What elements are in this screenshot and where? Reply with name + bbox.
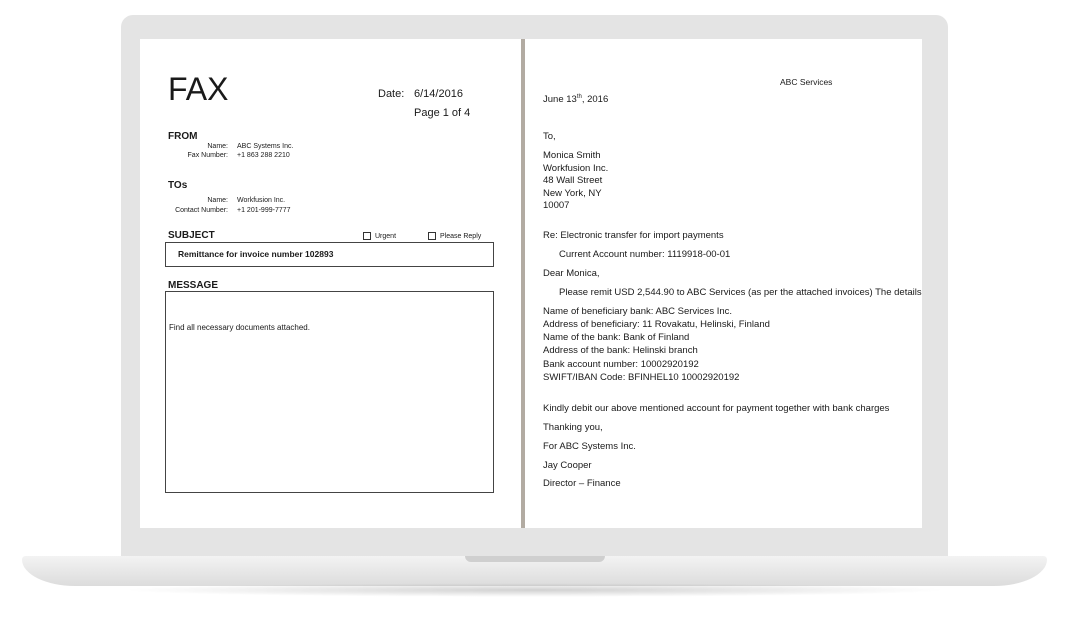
letter-date-suffix: th: [576, 94, 582, 100]
laptop-screen: [140, 39, 922, 528]
date-value: 6/14/2016: [414, 88, 463, 100]
from-name-label: Name:: [207, 143, 228, 150]
page-divider: [521, 39, 525, 528]
letter-thanks: Thanking you,: [543, 422, 603, 433]
letter-signer: Jay Cooper: [543, 460, 592, 471]
address-line: Workfusion Inc.: [543, 162, 609, 174]
address-line: New York, NY: [543, 187, 602, 199]
letter-signer-title: Director – Finance: [543, 478, 621, 489]
detail-line: Address of the bank: Helinski branch: [543, 345, 698, 356]
from-heading: FROM: [168, 131, 198, 142]
to-name: Workfusion Inc.: [237, 197, 286, 204]
letter-request: Please remit USD 2,544.90 to ABC Services (as per the attached invoices) The details: [559, 287, 922, 298]
detail-line: Address of beneficiary: 11 Rovakatu, Helinski, Finland: [543, 319, 770, 330]
subject-text: Remittance for invoice number 102893: [178, 249, 334, 259]
subject-heading: SUBJECT: [168, 230, 215, 241]
address-line: 48 Wall Street: [543, 175, 603, 186]
letter-date-day: June 13: [543, 94, 577, 106]
please-reply-label: Please Reply: [440, 232, 482, 240]
letter-debit: Kindly debit our above mentioned account for payment together with bank charges: [543, 403, 890, 414]
letter-date-year: , 2016: [581, 94, 609, 106]
letter-for: For ABC Systems Inc.: [543, 441, 636, 452]
detail-line: Bank account number: 10002920192: [543, 359, 699, 370]
laptop-notch: [465, 556, 605, 562]
date-label: Date:: [378, 88, 405, 100]
letter-account: Current Account number: 1119918-00-01: [559, 249, 731, 260]
fax-title: FAX: [168, 71, 229, 107]
to-name-label: Name:: [207, 197, 228, 204]
detail-line: Name of the bank: Bank of Finland: [543, 332, 690, 343]
laptop-shadow: [120, 583, 950, 597]
subject-box: [165, 242, 494, 267]
from-fax: +1 863 288 2210: [237, 152, 290, 159]
to-contact-label: Contact Number:: [175, 207, 228, 214]
please-reply-checkbox[interactable]: [428, 232, 436, 240]
to-heading: TOs: [168, 180, 188, 191]
message-text: Find all necessary documents attached.: [169, 323, 310, 332]
urgent-checkbox[interactable]: [363, 232, 371, 240]
letter-date: [543, 94, 608, 105]
detail-line: Name of beneficiary bank: ABC Services Inc.: [543, 306, 733, 317]
letter-re: Re: Electronic transfer for import payments: [543, 230, 724, 241]
message-box: [165, 291, 494, 493]
urgent-label: Urgent: [375, 232, 397, 240]
detail-line: SWIFT/IBAN Code: BFINHEL10 10002920192: [543, 372, 740, 383]
from-fax-label: Fax Number:: [187, 152, 228, 159]
address-line: Monica Smith: [543, 150, 601, 161]
letter-salutation: Dear Monica,: [543, 268, 600, 279]
from-name: ABC Systems Inc.: [237, 143, 294, 150]
letter-company: ABC Services: [780, 77, 833, 87]
message-heading: MESSAGE: [168, 280, 219, 291]
letter-to: To,: [543, 131, 556, 142]
please-reply-option[interactable]: [428, 232, 481, 240]
page-indicator: Page 1 of 4: [414, 107, 471, 119]
to-contact: +1 201-999-7777: [237, 207, 291, 214]
address-line: 10007: [543, 200, 570, 211]
urgent-option[interactable]: [363, 232, 396, 240]
